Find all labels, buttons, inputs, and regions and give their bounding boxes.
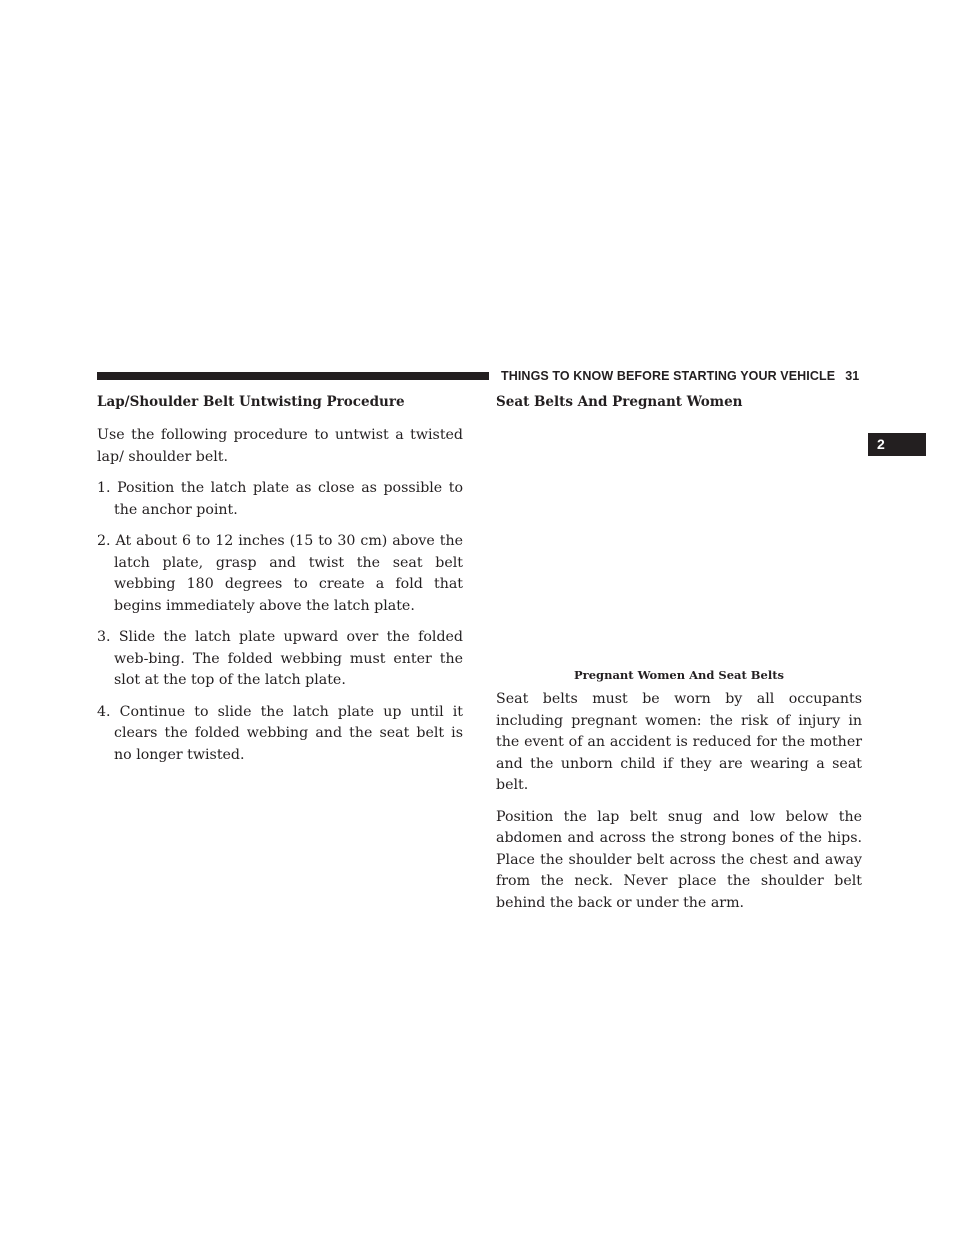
figure-placeholder — [496, 425, 862, 668]
step-item: 1. Position the latch plate as close as possible to the anchor point. — [97, 480, 463, 518]
page-number: 31 — [845, 369, 860, 383]
untwisting-steps — [97, 478, 463, 766]
left-column — [97, 393, 463, 776]
header-rule — [97, 372, 489, 380]
step-item: 3. Slide the latch plate upward over the folded web-bing. The folded webbing must enter the slot at the top of the latch plate. — [97, 629, 463, 688]
untwisting-intro: Use the following procedure to untwist a twisted lap/ shoulder belt. — [97, 427, 463, 465]
step-item: 4. Continue to slide the latch plate up until it clears the folded webbing and the seat belt is no longer twisted. — [97, 703, 463, 763]
header-section-title: THINGS TO KNOW BEFORE STARTING YOUR VEHICLE — [501, 369, 836, 383]
running-header — [501, 369, 859, 383]
untwisting-heading: Lap/Shoulder Belt Untwisting Procedure — [97, 394, 405, 410]
step-item: 2. At about 6 to 12 inches (15 to 30 cm) above the latch plate, grasp and twist the seat belt webbing 180 degrees to create a fold that begins immediately above the latch plate. — [97, 533, 463, 614]
figure-caption: Pregnant Women And Seat Belts — [574, 668, 784, 682]
pregnant-paragraph-2: Position the lap belt snug and low below the abdomen and across the strong bones of the hips. Place the shoulder belt across the chest and away from the neck. Never place the shoulder belt behind the back or under the arm. — [496, 808, 862, 911]
pregnant-women-heading: Seat Belts And Pregnant Women — [496, 394, 743, 410]
right-column — [496, 393, 862, 924]
chapter-tab: 2 — [868, 433, 926, 456]
pregnant-paragraph-1: Seat belts must be worn by all occupants including pregnant women: the risk of injury in the event of an accident is reduced for the mother and the unborn child if they are wearing a seat belt. — [496, 691, 862, 793]
